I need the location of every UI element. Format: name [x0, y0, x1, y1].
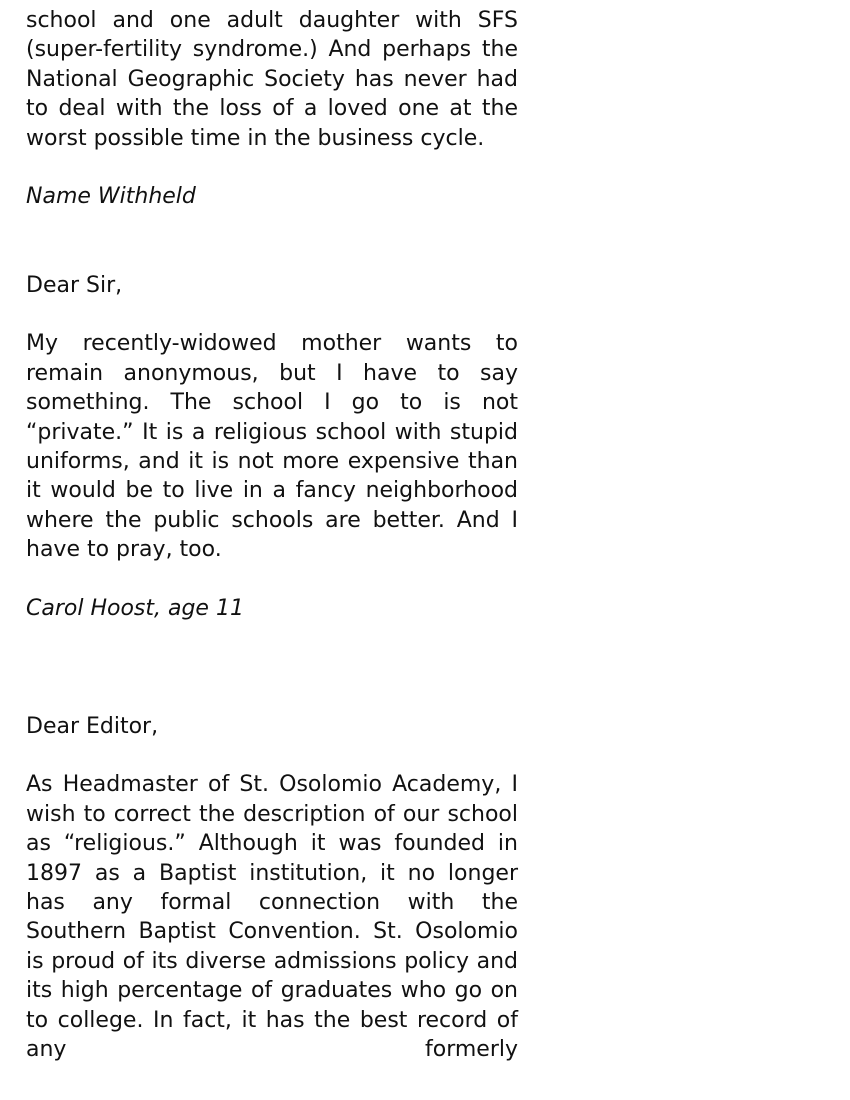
letter-1-body: school and one adult daughter with SFS (super-fertility syndrome.) And perhaps the National Geographic Society has never had to deal with the loss of a loved one at the worst possible time in the business cycle. — [26, 8, 518, 151]
letter-1-signature: Name Withheld — [26, 184, 196, 210]
letter-2-body: My recently-widowed mother wants to remain anonymous, but I have to say something. The school I go to is not “private.” It is a religious school with stupid uniforms, and it is not more expensive than it would be to live in a fancy neighborhood where the public schools are better. And I have to pray, too. — [26, 331, 518, 563]
letter-2-salutation: Dear Sir, — [26, 272, 123, 298]
spacer — [26, 623, 518, 711]
letter-3-salutation: Dear Editor, — [26, 713, 159, 739]
letters-column — [26, 6, 518, 1065]
letter-3-body: As Headmaster of St. Osolomio Academy, I wish to correct the description of our school as “religious.” Although it was founded in 1897 as a Baptist institution, it no longer has any formal connection with the Southern Baptist Convention. St. Osolomio is proud of its diverse admissions policy and its high percentage of graduates who go on to college. In fact, it has the best record of any formerly — [26, 772, 518, 1063]
spacer — [26, 153, 518, 182]
spacer — [26, 565, 518, 594]
spacer — [26, 212, 518, 271]
spacer — [26, 300, 518, 329]
letter-2-signature: Carol Hoost, age 11 — [26, 596, 244, 622]
spacer — [26, 741, 518, 770]
